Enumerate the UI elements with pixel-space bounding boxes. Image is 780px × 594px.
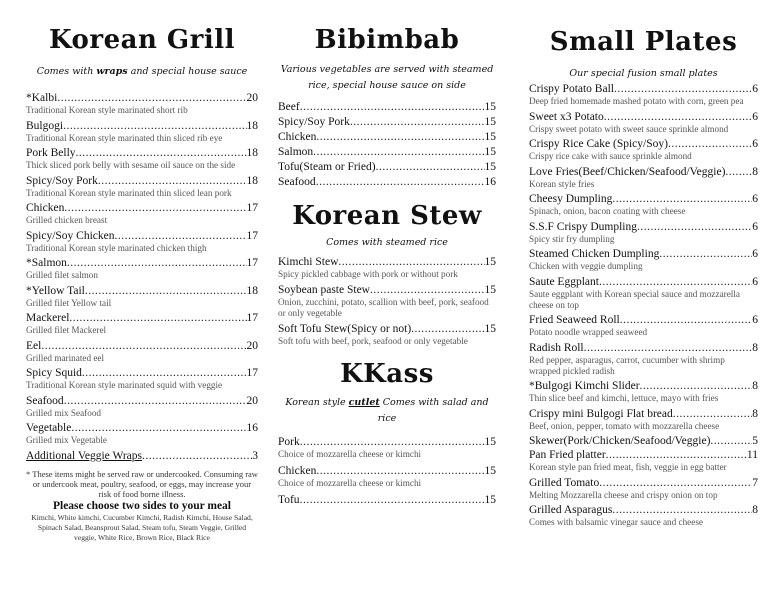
menu-item-description: Choice of mozzarella cheese or kimchi — [278, 449, 422, 459]
leader-dots — [64, 201, 246, 215]
menu-item-name: Pork Belly — [26, 147, 76, 159]
menu-item-price: 20 — [246, 92, 258, 104]
menu-item-description: Korean style pan fried meat, fish, veggie in egg batter — [529, 462, 727, 472]
menu-item-price: 17 — [246, 257, 258, 269]
leader-dots — [612, 192, 752, 206]
menu-item-description: Red pepper, asparagus, carrot, cucumber with shrimp wrapped pickled radish — [529, 354, 725, 376]
menu-item-price: 20 — [246, 339, 258, 352]
leader-dots — [604, 110, 753, 124]
bibimbab-title: Bibimbab — [314, 25, 460, 55]
menu-item-name: Cheesy Dumpling — [529, 193, 613, 205]
menu-item-price: 20 — [246, 394, 258, 407]
menu-item-price: 15 — [484, 465, 496, 477]
menu-item-name: Love Fries(Beef/Chicken/Seafood/Veggie) — [529, 165, 726, 178]
small-plates-list — [529, 82, 758, 528]
menu-item-price: 15 — [484, 284, 496, 296]
menu-item — [278, 464, 496, 478]
menu-item — [26, 174, 258, 188]
leader-dots — [85, 284, 247, 298]
menu-item-price: 7 — [752, 476, 758, 489]
menu-item-price: 15 — [484, 131, 496, 143]
menu-item-name: Chicken — [278, 465, 317, 477]
leader-dots — [63, 119, 246, 133]
menu-item — [529, 275, 758, 289]
menu-item-description: Traditional Korean style marinated squid with veggie — [26, 380, 223, 390]
menu-item-name: Kimchi Stew — [278, 256, 339, 268]
leader-dots — [710, 434, 752, 448]
menu-item-price: 17 — [246, 312, 258, 324]
leader-dots — [640, 379, 753, 393]
menu-item-price: 8 — [752, 165, 758, 178]
menu-item — [529, 110, 758, 124]
menu-item — [278, 175, 496, 189]
korean-stew-list — [278, 255, 496, 347]
menu-item — [26, 421, 258, 435]
menu-item — [26, 394, 258, 408]
menu-item-price: 6 — [752, 193, 758, 205]
menu-item — [278, 283, 496, 297]
menu-item — [278, 115, 496, 129]
menu-item — [278, 322, 496, 336]
menu-item-name: Eel — [26, 339, 42, 352]
menu-item-price: 18 — [246, 284, 258, 297]
menu-item — [26, 284, 258, 298]
leader-dots — [725, 165, 752, 179]
leader-dots — [57, 91, 246, 105]
menu-item-price: 15 — [484, 161, 496, 173]
menu-item-description: Choice of mozzarella cheese or kimchi — [278, 478, 422, 488]
menu-item-price: 16 — [484, 176, 496, 188]
menu-item-name: Saute Eggplant — [529, 275, 599, 288]
menu-item-name: Fried Seaweed Roll — [529, 314, 620, 326]
leader-dots — [316, 464, 484, 478]
menu-item — [529, 82, 758, 96]
menu-item-price: 18 — [246, 174, 258, 187]
menu-item-name: Additional Veggie Wraps — [26, 449, 143, 462]
leader-dots — [98, 174, 247, 188]
leader-dots — [67, 256, 247, 270]
menu-item-name: Spicy/Soy Pork — [278, 116, 350, 128]
menu-item-price: 11 — [746, 449, 758, 461]
menu-item-name: Seafood — [26, 394, 64, 407]
leader-dots — [350, 115, 485, 129]
leader-dots — [584, 341, 753, 355]
bibimbab-list — [278, 100, 496, 189]
menu-item — [529, 165, 758, 179]
korean-grill-list — [26, 91, 258, 463]
menu-item — [278, 145, 496, 159]
menu-item — [278, 255, 496, 269]
menu-item-price: 6 — [752, 314, 758, 326]
menu-item-price: 6 — [752, 110, 758, 123]
leader-dots — [64, 394, 247, 408]
menu-item-name: Radish Roll — [529, 341, 584, 354]
menu-item — [26, 119, 258, 133]
menu-item-price: 17 — [246, 367, 258, 379]
leader-dots — [316, 130, 484, 144]
menu-item — [278, 493, 496, 507]
menu-item-price: 8 — [752, 341, 758, 354]
menu-item-name: Soft Tofu Stew(Spicy or not) — [278, 323, 412, 335]
leader-dots — [338, 255, 484, 269]
menu-item-description: Grilled filet salmon — [26, 270, 98, 280]
leader-dots — [300, 493, 485, 507]
small-plates-subtitle: Our special fusion small plates — [569, 68, 718, 79]
menu-item-description: Thick sliced pork belly with sesame oil sauce on the side — [26, 160, 236, 170]
menu-item — [26, 311, 258, 325]
sides-title: Please choose two sides to your meal — [52, 499, 231, 512]
menu-item — [278, 130, 496, 144]
menu-item-price: 15 — [484, 436, 496, 448]
menu-item-name: Seafood — [278, 176, 316, 188]
leader-dots — [612, 503, 752, 517]
menu-item-name: Chicken — [26, 202, 65, 214]
menu-item — [529, 220, 758, 234]
menu-item-description: Crispy sweet potato with sweet sauce sprinkle almond — [529, 123, 729, 134]
menu-item-description: Traditional Korean style marinated thin sliced lean pork — [26, 187, 232, 198]
leader-dots — [376, 160, 485, 174]
middle-column — [278, 0, 496, 507]
small-plates-title: Small Plates — [549, 27, 738, 57]
menu-item-name: Mackerel — [26, 312, 70, 324]
menu-item-price: 18 — [246, 147, 258, 159]
menu-item — [529, 434, 758, 448]
korean-grill-subtitle: Comes with wraps and special house sauce — [36, 66, 248, 77]
menu-item-price: 6 — [752, 220, 758, 233]
menu-item-name: Salmon — [278, 146, 314, 158]
menu-item-price: 6 — [752, 275, 758, 288]
menu-item-name: Spicy Squid — [26, 367, 82, 379]
menu-item-name: Soybean paste Stew — [278, 284, 370, 296]
menu-item — [26, 256, 258, 270]
menu-item-price: 16 — [246, 422, 258, 434]
menu-item-description: Potato noodle wrapped seaweed — [529, 327, 648, 337]
leader-dots — [300, 100, 485, 114]
leader-dots — [668, 137, 752, 151]
menu-item-name: Bulgogi — [26, 119, 64, 132]
menu-item-price: 15 — [484, 116, 496, 128]
menu-item-name: Crispy Potato Ball — [529, 83, 614, 95]
menu-item-price: 15 — [484, 323, 496, 335]
menu-item-price: 3 — [252, 449, 258, 462]
menu-item — [529, 448, 758, 462]
menu-item-name: Tofu — [278, 494, 300, 506]
leader-dots — [115, 229, 247, 243]
menu-item-description: Grilled filet Yellow tail — [26, 297, 112, 308]
leader-dots — [300, 435, 485, 449]
menu-item-name: *Kalbi — [26, 92, 58, 104]
menu-item-price: 17 — [246, 229, 258, 242]
menu-item-name: Grilled Asparagus — [529, 504, 613, 516]
menu-item-description: Deep fried homemade mashed potato with corn, green pea — [529, 96, 744, 106]
leader-dots — [599, 476, 752, 490]
menu-item-description: Traditional Korean style marinated chicken thigh — [26, 242, 207, 253]
leader-dots — [673, 407, 753, 421]
menu-item-price: 17 — [246, 202, 258, 214]
menu-item-name: Tofu(Steam or Fried) — [278, 161, 376, 173]
menu-item-description: Melting Mozzarella cheese and crispy onion on top — [529, 489, 718, 500]
menu-item-name: Pan Fried platter — [529, 449, 606, 461]
menu-item-description: Comes with balsamic vinegar sauce and cheese — [529, 517, 703, 527]
menu-item-name: Chicken — [278, 131, 317, 143]
menu-item-price: 15 — [484, 256, 496, 268]
menu-item-price: 8 — [752, 407, 758, 420]
menu-item-name: Sweet x3 Potato — [529, 110, 604, 123]
leader-dots — [69, 311, 246, 325]
menu-item-description: Grilled mix Seafood — [26, 407, 102, 418]
menu-item — [278, 100, 496, 114]
menu-item-name: Spicy/Soy Pork — [26, 174, 98, 187]
korean-grill-title: Korean Grill — [49, 25, 235, 55]
leader-dots — [659, 247, 752, 261]
leader-dots — [41, 339, 246, 353]
menu-item-price: 6 — [752, 83, 758, 95]
menu-item-description: Spicy stir fry dumpling — [529, 233, 615, 244]
menu-item-name: S.S.F Crispy Dumpling — [529, 220, 637, 233]
menu-item-name: Crispy mini Bulgogi Flat bread — [529, 407, 673, 420]
menu-item — [26, 449, 258, 463]
menu-item-description: Grilled mix Vegetable — [26, 435, 107, 445]
menu-item — [26, 229, 258, 243]
menu-item-name: Steamed Chicken Dumpling — [529, 248, 660, 260]
leader-dots — [316, 175, 485, 189]
menu-item-description: Onion, zucchini, potato, scallion with beef, pork, seafood or only vegetable — [278, 297, 489, 318]
menu-item — [278, 435, 496, 449]
menu-item-price: 15 — [484, 146, 496, 158]
menu-item-name: Skewer(Pork/Chicken/Seafood/Veggie) — [529, 435, 711, 447]
menu-item-description: Saute eggplant with Korean special sauce and mozzarella cheese on top — [529, 288, 740, 310]
menu-item — [278, 160, 496, 174]
menu-item-price: 18 — [246, 119, 258, 132]
menu-item-description: Spicy pickled cabbage with pork or without pork — [278, 269, 458, 279]
korean-stew-subtitle: Comes with steamed rice — [326, 237, 448, 248]
menu-item — [529, 341, 758, 355]
sides-list: Kimchi, White kimchi, Cucumber Kimchi, Radish Kimchi, House Salad, Spinach Salad, Beansprout Salad, Steam tofu, Steam Veggie, Grilled veggie, White Rice, Brown Rice, Black Rice — [31, 512, 253, 542]
leader-dots — [370, 283, 485, 297]
menu-item-price: 8 — [752, 504, 758, 516]
korean-grill-column — [26, 0, 258, 543]
menu-item — [529, 476, 758, 490]
menu-item-name: Beef — [278, 101, 300, 113]
menu-item — [26, 201, 258, 215]
kkass-title: KKass — [340, 359, 434, 389]
small-plates-column — [529, 0, 758, 531]
menu-item — [26, 366, 258, 380]
leader-dots — [142, 449, 252, 463]
korean-stew-title: Korean Stew — [292, 201, 482, 231]
menu-item-description: Grilled chicken breast — [26, 215, 108, 225]
menu-item-description: Spinach, onion, bacon coating with cheese — [529, 206, 686, 216]
menu-item-description: Soft tofu with beef, pork, seafood or only vegetable — [278, 336, 468, 346]
leader-dots — [620, 313, 753, 327]
menu-item-description: Korean style fries — [529, 178, 595, 189]
leader-dots — [71, 421, 246, 435]
kkass-subtitle: Korean style cutlet Comes with salad and rice — [285, 397, 489, 424]
leader-dots — [313, 145, 484, 159]
bibimbab-subtitle: Various vegetables are served with steamed rice, special house sauce on side — [280, 64, 494, 91]
menu-item-price: 5 — [752, 435, 758, 447]
menu-item — [529, 137, 758, 151]
leader-dots — [411, 322, 484, 336]
menu-item — [529, 503, 758, 517]
leader-dots — [82, 366, 247, 380]
leader-dots — [76, 146, 247, 160]
menu-item — [529, 407, 758, 421]
menu-item-name: Crispy Rice Cake (Spicy/Soy) — [529, 138, 668, 150]
kkass-list — [278, 435, 496, 507]
raw-food-note: * These items might be served raw or undercooked. Consuming raw or undercook meat, poultry, seafood, or eggs, may increase your risk of food borne illness. — [26, 468, 258, 499]
menu-item-price: 6 — [752, 248, 758, 260]
menu-item-description: Chicken with veggie dumpling — [529, 261, 643, 271]
menu-item-name: Vegetable — [26, 422, 72, 434]
menu-item-description: Grilled filet Mackerel — [26, 325, 107, 335]
menu-item-description: Crispy rice cake with sauce sprinkle almond — [529, 151, 692, 161]
menu-item-name: Spicy/Soy Chicken — [26, 229, 115, 242]
menu-item-name: Grilled Tomato — [529, 476, 600, 489]
menu-item-price: 15 — [484, 494, 496, 506]
menu-item — [529, 247, 758, 261]
menu-item — [529, 192, 758, 206]
leader-dots — [599, 275, 752, 289]
menu-item-name: *Salmon — [26, 257, 67, 269]
menu-item — [26, 91, 258, 105]
menu-item-price: 6 — [752, 138, 758, 150]
menu-item — [26, 339, 258, 353]
leader-dots — [614, 82, 752, 96]
menu-item — [529, 379, 758, 393]
menu-item-description: Traditional Korean style marinated short rib — [26, 105, 188, 115]
menu-item — [26, 146, 258, 160]
menu-item — [529, 313, 758, 327]
menu-item-name: *Bulgogi Kimchi Slider — [529, 380, 640, 392]
menu-item-description: Thin slice beef and kimchi, lettuce, mayo with fries — [529, 393, 719, 403]
menu-item-description: Traditional Korean style marinated thin sliced rib eye — [26, 132, 223, 143]
menu-item-name: Pork — [278, 436, 300, 448]
menu-item-description: Grilled marinated eel — [26, 352, 105, 363]
menu-item-description: Beef, onion, pepper, tomato with mozzarella cheese — [529, 420, 720, 431]
leader-dots — [606, 448, 747, 462]
menu-item-price: 15 — [484, 101, 496, 113]
leader-dots — [637, 220, 752, 234]
menu-item-price: 8 — [752, 380, 758, 392]
menu-item-name: *Yellow Tail — [26, 284, 85, 297]
